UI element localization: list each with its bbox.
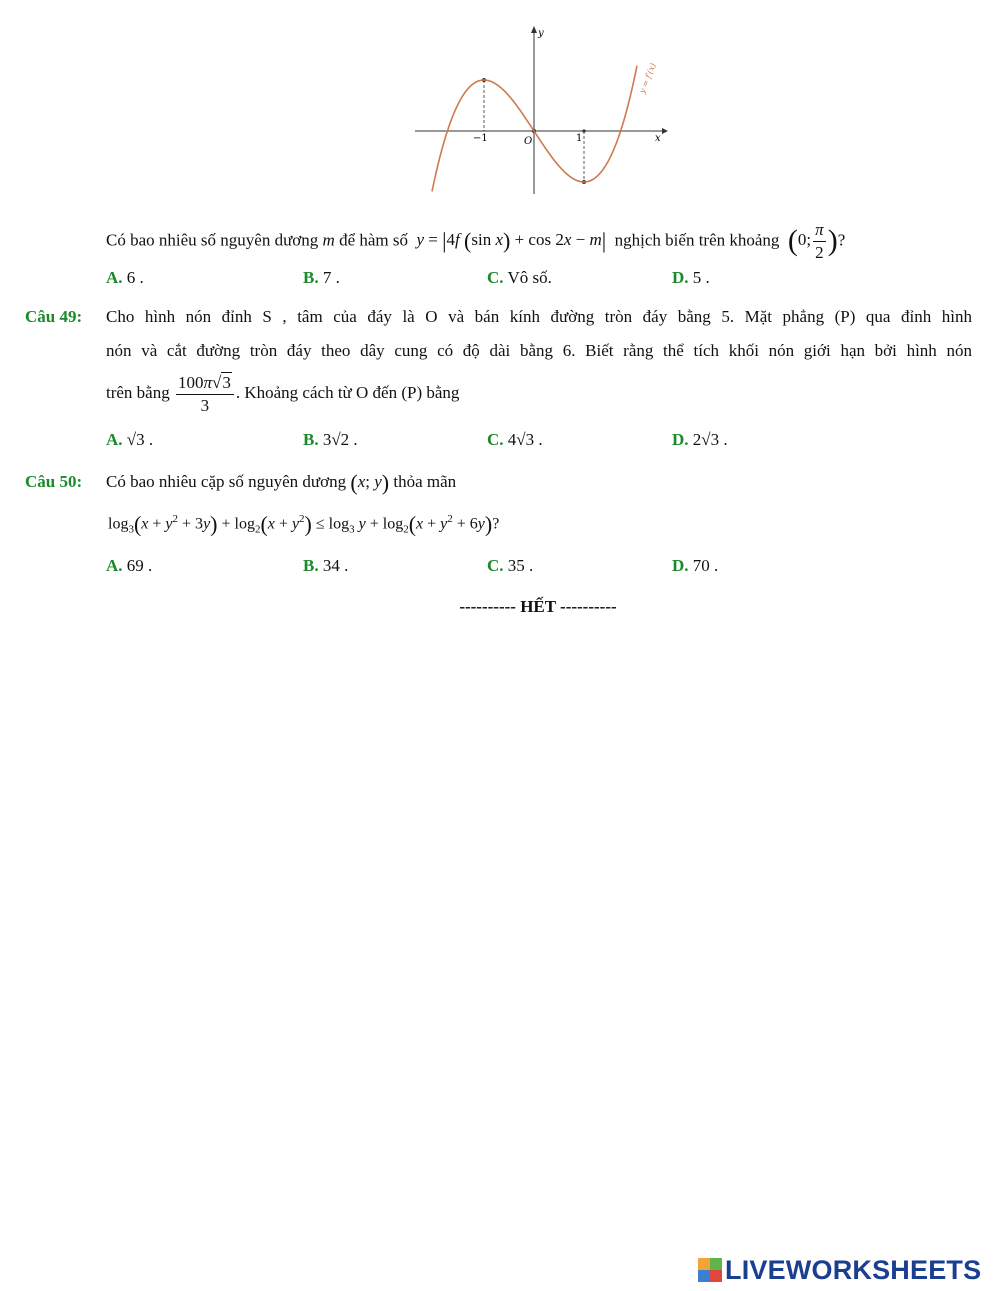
q49-option-c-label: C. (487, 430, 504, 449)
q49-option-a-label: A. (106, 430, 123, 449)
q48-text-end: nghịch biến trên khoảng (614, 230, 780, 250)
q50-line-1-start: Có bao nhiêu cặp số nguyên dương (106, 472, 347, 491)
liveworksheets-logo-text: LIVEWORKSHEETS (725, 1254, 982, 1285)
q50-option-c-label: C. (487, 556, 504, 575)
q50-option-d-label: D. (672, 556, 689, 575)
q49-option-d[interactable] (672, 427, 728, 453)
q49-option-a[interactable] (106, 427, 153, 453)
q50-line-1-end: thỏa mãn (393, 472, 457, 491)
x-axis-arrow (662, 128, 668, 134)
q48-var-m: m (322, 230, 335, 250)
point-tick-one (582, 129, 585, 132)
q50-pair: (x; y) (350, 470, 390, 496)
q49-label: Câu 49: (25, 307, 83, 326)
q48-option-a[interactable] (106, 265, 144, 291)
q49-option-c-value: 4√3 . (507, 430, 543, 449)
q49-option-a-value: √3 . (126, 430, 154, 449)
logo-square-4 (710, 1270, 722, 1282)
q48-interval: (0; $\frac{\pi}{2}$ ) (787, 220, 838, 262)
q49-option-b[interactable] (303, 427, 358, 453)
q48-function-formula: y = |4f (sin x) + cos 2x − m| (416, 228, 607, 254)
end-marker (0, 597, 1000, 617)
q49-line-3-start: trên bằng (106, 383, 170, 402)
q48-option-d-value: 5 . (692, 268, 710, 287)
q49-option-d-label: D. (672, 430, 689, 449)
logo-square-3 (698, 1270, 710, 1282)
q48-option-a-label: A. (106, 268, 123, 287)
origin-label: O (524, 136, 533, 147)
q48-option-c[interactable] (487, 265, 552, 291)
logo-square-1 (698, 1258, 710, 1270)
q48-stem: Có bao nhiêu số nguyên dương m để hàm số y = |4f (sin x) + cos 2x − m| nghịch biến trên khoảng (0; $\frac{\pi}{2}$ )? (106, 220, 846, 262)
q48-option-b-label: B. (303, 268, 319, 287)
q50-option-b-value: 34 . (322, 556, 349, 575)
q50-option-c[interactable] (487, 553, 533, 579)
q50-option-b[interactable] (303, 553, 348, 579)
q50-option-c-value: 35 . (507, 556, 534, 575)
q48-option-c-value: Vô số. (507, 268, 552, 287)
graph-axes (415, 26, 668, 194)
q48-option-b[interactable] (303, 265, 340, 291)
q50-option-a[interactable] (106, 553, 152, 579)
q49-option-b-value: 3√2 . (322, 430, 358, 449)
q49-line-3 (106, 368, 459, 418)
q48-text-start: Có bao nhiêu số nguyên dương (106, 230, 319, 250)
q50-option-a-label: A. (106, 556, 123, 575)
tick-label-minus-one: −1 (473, 133, 488, 144)
q50-option-a-value: 69 . (126, 556, 153, 575)
q50-option-d-value: 70 . (692, 556, 719, 575)
end-text: ---------- HẾT ---------- (459, 597, 617, 616)
q50-inequality: $\log_3(x + y^2 + 3y) + \log_2(x + y^2) \le \log_3 y + \log_2(x + y^2 + 6y)$? (108, 511, 500, 537)
q50-option-d[interactable] (672, 553, 718, 579)
q49-option-d-value: 2√3 . (692, 430, 728, 449)
derivative-graph (410, 20, 670, 198)
x-axis-label: x (655, 133, 661, 144)
y-axis-arrow (531, 26, 537, 33)
q50-label: Câu 50: (25, 472, 83, 491)
q49-option-b-label: B. (303, 430, 319, 449)
q48-option-d[interactable] (672, 265, 710, 291)
q49-line-2: nón và cắt đường tròn đáy theo dây cung có độ dài bằng 6. Biết rằng thể tích khối nón giới hạn bởi hình nón (106, 341, 972, 360)
liveworksheets-logo (698, 1255, 981, 1285)
q49-volume-fraction: $\frac{100\pi√3}{3}$ (176, 372, 234, 417)
q48-option-a-value: 6 . (126, 268, 144, 287)
tick-label-one: 1 (576, 133, 583, 144)
logo-square-2 (710, 1258, 722, 1270)
liveworksheets-logo-icon (698, 1258, 722, 1282)
q48-option-d-label: D. (672, 268, 689, 287)
q49-option-c[interactable] (487, 427, 543, 453)
q49-line-3-end: . Khoảng cách từ O đến (P) bằng (235, 383, 460, 402)
y-axis-label: y (538, 28, 544, 39)
q48-option-b-value: 7 . (322, 268, 340, 287)
q50-line-1 (106, 469, 456, 496)
q48-text-mid: để hàm số (339, 230, 408, 250)
q50-option-b-label: B. (303, 556, 319, 575)
q49-line-1: Cho hình nón đỉnh S , tâm của đáy là O và bán kính đường tròn đáy bằng 5. Mặt phẳng (P) qua đỉnh hình (106, 307, 972, 326)
q48-option-c-label: C. (487, 268, 504, 287)
curve-label: y = f′(x) (637, 61, 658, 95)
